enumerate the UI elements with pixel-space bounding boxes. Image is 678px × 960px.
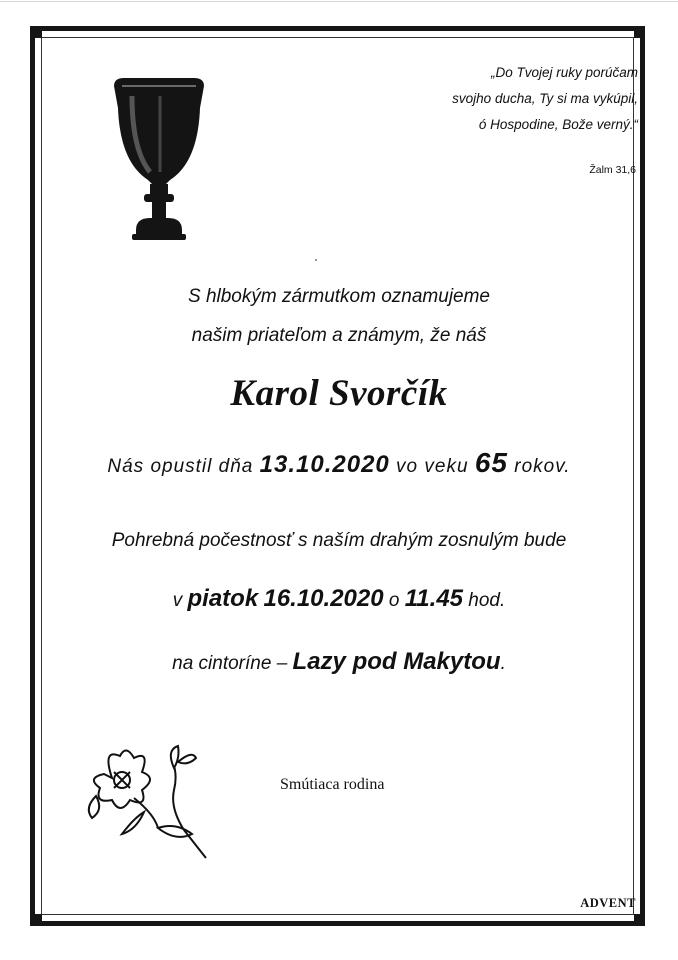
death-middle: vo veku: [396, 456, 469, 477]
place-name: Lazy pod Makytou: [292, 648, 501, 675]
death-suffix: rokov.: [514, 456, 571, 477]
funeral-line: Pohrebná počestnosť s naším drahým zosnulým bude: [111, 530, 567, 551]
announcement-line-2: našim priateľom a známym, že náš: [191, 325, 487, 346]
funeral-prefix: v: [172, 590, 183, 611]
funeral-time-suffix: hod.: [468, 590, 506, 611]
place-prefix: na cintoríne –: [172, 653, 288, 674]
place-suffix: .: [500, 653, 506, 674]
announcement-line-1: S hlbokým zármutkom oznamujeme: [188, 286, 490, 307]
scan-edge-line: [0, 1, 678, 2]
funeral-date: 16.10.2020: [263, 585, 384, 612]
scan-speck: [315, 259, 317, 261]
corner-ornament-bottom-left: [33, 914, 42, 923]
chalice-icon: [110, 72, 208, 244]
deceased-name: Karol Svorčík: [230, 373, 448, 414]
signature: Smútiaca rodina: [280, 776, 385, 793]
corner-ornament-bottom-right: [634, 914, 643, 923]
death-line: [0, 447, 678, 479]
corner-ornament-top-right: [634, 29, 643, 38]
funeral-datetime: [0, 585, 678, 613]
brand-logo: ADVENT: [580, 896, 636, 910]
funeral-day: piatok: [187, 585, 259, 612]
bible-quote: [378, 60, 638, 138]
quote-line-3: ó Hospodine, Bože verný.“: [478, 117, 638, 132]
funeral-place: [0, 648, 678, 676]
funeral-connector: o: [388, 590, 400, 611]
flower-icon: [74, 738, 214, 860]
death-prefix: Nás opustil dňa: [107, 456, 254, 477]
death-date: 13.10.2020: [259, 451, 390, 478]
quote-line-2: svojho ducha, Ty si ma vykúpil,: [452, 91, 638, 106]
quote-reference: Žalm 31,6: [589, 164, 636, 176]
quote-line-1: „Do Tvojej ruky porúčam: [490, 65, 638, 80]
corner-ornament-top-left: [33, 29, 42, 38]
funeral-time: 11.45: [404, 585, 464, 612]
death-age: 65: [474, 447, 508, 478]
